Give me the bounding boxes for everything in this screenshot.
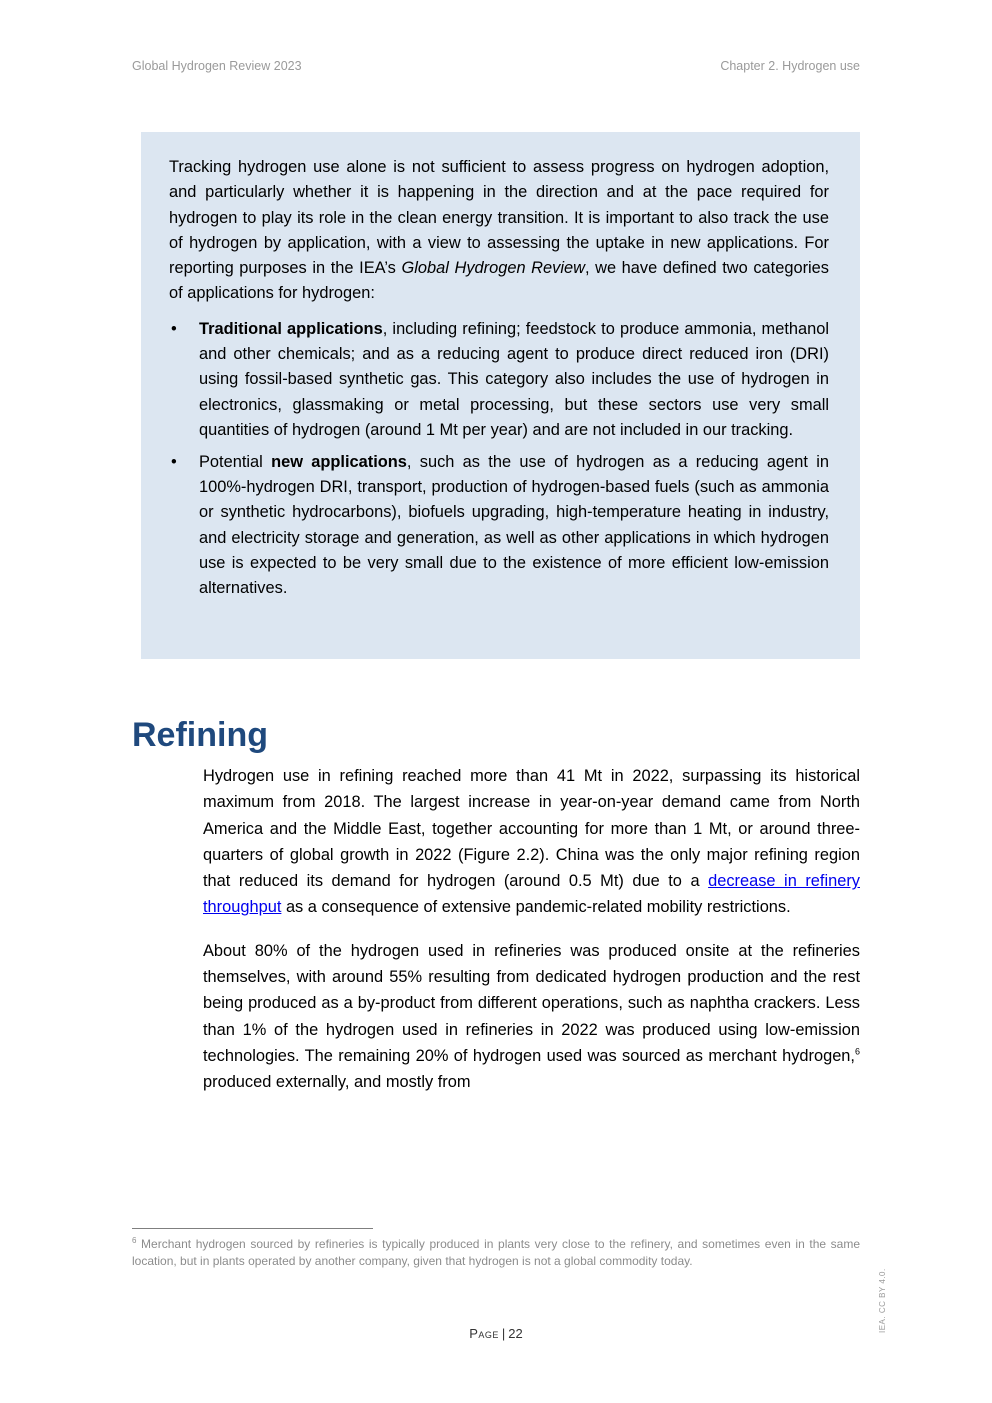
page-label: Page bbox=[469, 1326, 499, 1341]
definition-box bbox=[141, 132, 860, 659]
footnote-text: Merchant hydrogen sourced by refineries is typically produced in plants very close to the refinery, and sometimes even in the same location, but in plants operated by another company, given that hydrogen is not a global commodity today. bbox=[132, 1237, 860, 1268]
box-intro-italic-title: Global Hydrogen Review bbox=[401, 259, 585, 278]
page-footer bbox=[0, 1326, 992, 1341]
footnote bbox=[132, 1236, 860, 1270]
box-intro-text-end: , we have defined two categories of applications for hydrogen: bbox=[169, 259, 829, 303]
paragraph-text: About 80% of the hydrogen used in refineries was produced onsite at the refineries themselves, with around 55% resulting from dedicated hydrogen production and the rest being produced as a by-product from different operations, such as naphtha crackers. Less than 1% of the hydrogen used in refineries in 2022 was produced using low-emission technologies. The remaining 20% of hydrogen used was sourced as merchant hydrogen, bbox=[203, 941, 860, 1065]
section-heading: Refining bbox=[132, 716, 268, 754]
paragraph-text-end: as a consequence of extensive pandemic-related mobility restrictions. bbox=[281, 898, 791, 917]
application-categories-list bbox=[169, 317, 829, 602]
footnote-divider bbox=[132, 1228, 373, 1229]
page-separator: | bbox=[501, 1326, 506, 1341]
paragraph-refining-demand bbox=[203, 763, 860, 921]
list-item-traditional-applications bbox=[169, 317, 829, 443]
header-report-title: Global Hydrogen Review 2023 bbox=[132, 59, 302, 73]
footnote-marker: 6 bbox=[132, 1236, 137, 1245]
bullet-prefix: Potential bbox=[199, 452, 272, 471]
bullet-description: , such as the use of hydrogen as a reducing agent in 100%-hydrogen DRI, transport, production of hydrogen-based fuels (such as ammonia or synthetic hydrocarbons), biofuels upgrading, high-temperature heating in industry, and electricity storage and generation, as well as other applications in which hydrogen use is expected to be very small due to the existence of more efficient low-emission alternatives. bbox=[199, 452, 829, 598]
bullet-description: , including refining; feedstock to produce ammonia, methanol and other chemicals; and as a reducing agent to produce direct reduced iron (DRI) using fossil-based synthetic gas. This category also includes the use of hydrogen in electronics, glassmaking or metal processing, but these sectors use very small quantities of hydrogen (around 1 Mt per year) and are not included in our tracking. bbox=[199, 319, 829, 439]
paragraph-refinery-sources bbox=[203, 938, 860, 1096]
box-intro-paragraph bbox=[169, 155, 829, 307]
refinery-throughput-link[interactable]: decrease in refinery throughput bbox=[203, 872, 860, 917]
page-number: 22 bbox=[508, 1326, 523, 1341]
license-notice: IEA. CC BY 4.0. bbox=[878, 1268, 887, 1333]
running-header bbox=[132, 59, 860, 73]
box-intro-text: Tracking hydrogen use alone is not sufficient to assess progress on hydrogen adoption, and particularly whether it is happening in the direction and at the pace required for hydrogen to play its role in the clean energy transition. It is important to also track the use of hydrogen by application, with a view to assessing the uptake in new applications. For reporting purposes in the IEA’s bbox=[169, 158, 829, 278]
bullet-term: new applications bbox=[271, 452, 407, 471]
footnote-reference[interactable]: 6 bbox=[854, 1046, 860, 1057]
bullet-term: Traditional applications bbox=[199, 319, 383, 338]
paragraph-text: Hydrogen use in refining reached more than 41 Mt in 2022, surpassing its historical maximum from 2018. The largest increase in year-on-year demand came from North America and the Middle East, together accounting for more than 1 Mt, or around three-quarters of global growth in 2022 (Figure 2.2). China was the only major refining region that reduced its demand for hydrogen (around 0.5 Mt) due to a bbox=[203, 767, 860, 891]
bullet-icon: • bbox=[171, 319, 177, 338]
section-body bbox=[203, 763, 860, 1113]
paragraph-text-end: produced externally, and mostly from bbox=[203, 1073, 471, 1092]
list-item-new-applications bbox=[169, 450, 829, 602]
bullet-icon: • bbox=[171, 452, 177, 471]
header-chapter-title: Chapter 2. Hydrogen use bbox=[720, 59, 860, 73]
